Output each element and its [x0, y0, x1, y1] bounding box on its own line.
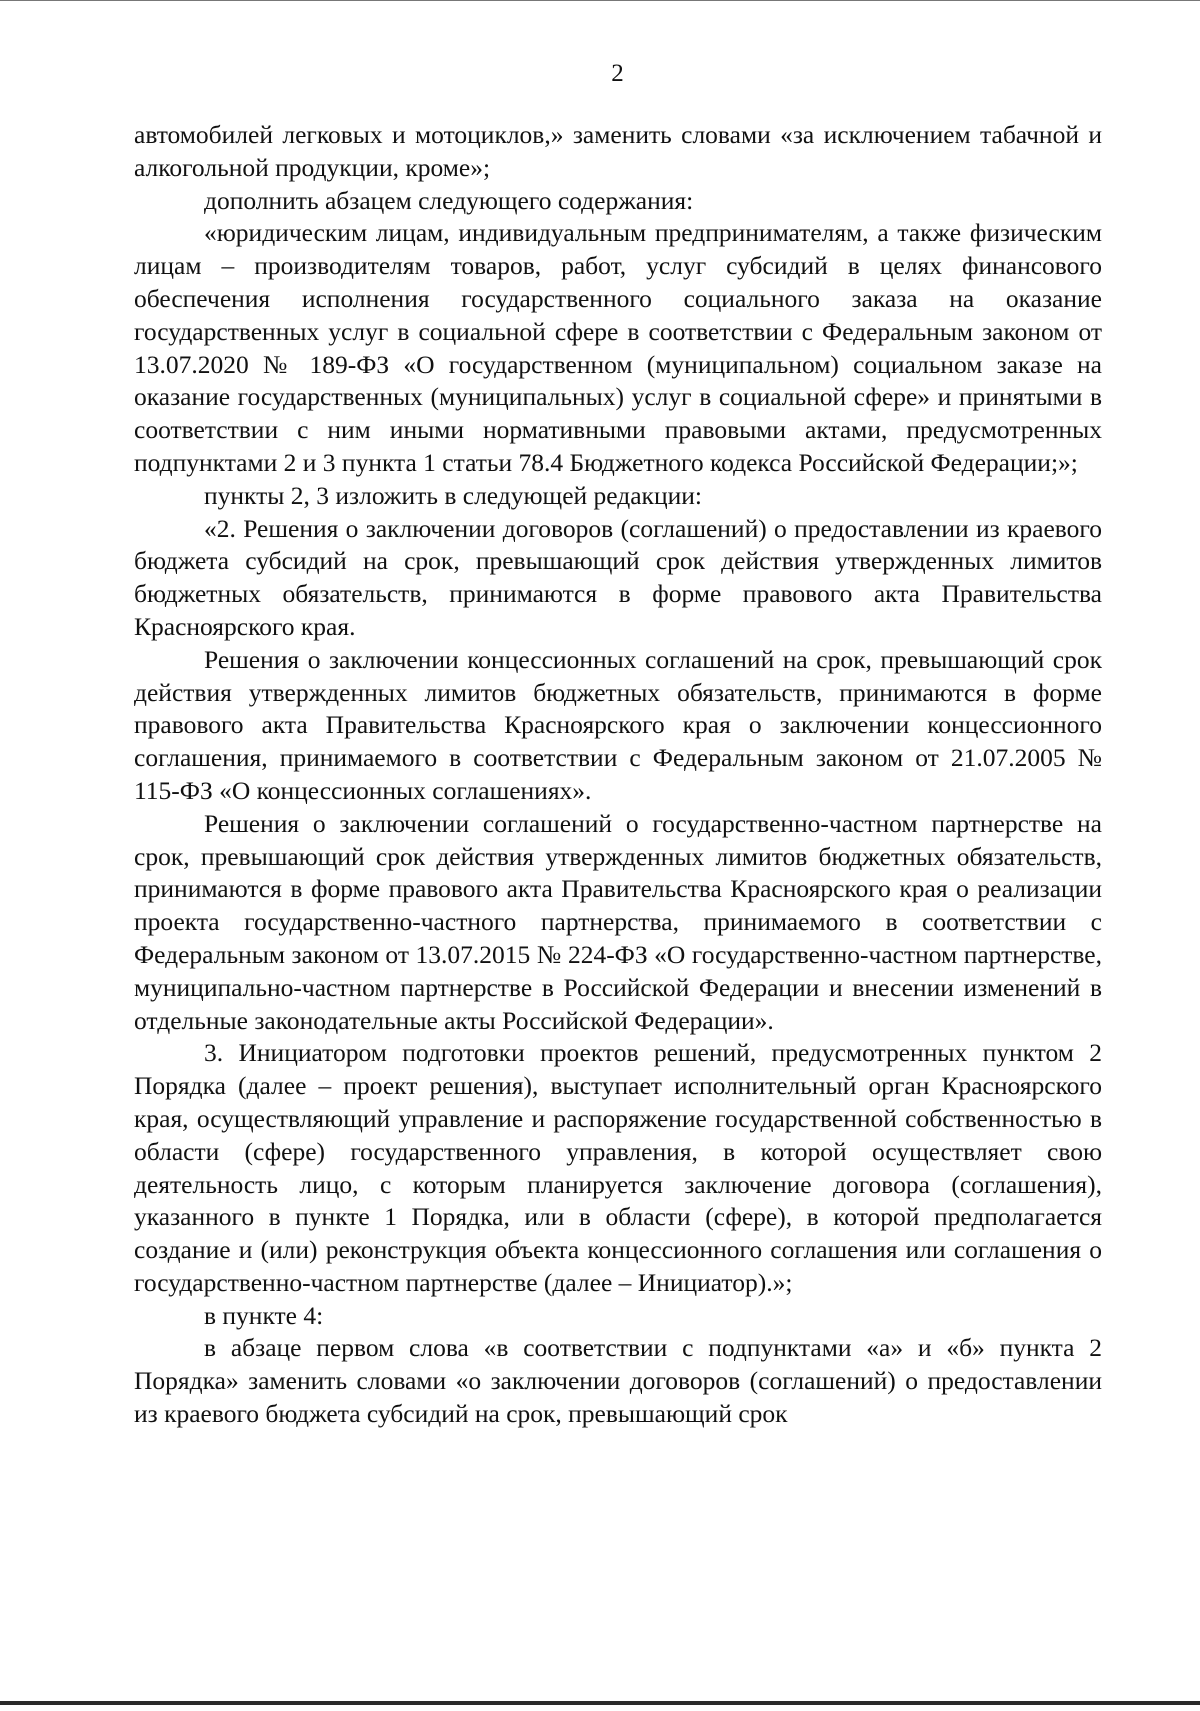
paragraph-1: автомобилей легковых и мотоциклов,» заменить словами «за исключением табачной и алкогольной продукции, кроме»; [134, 120, 1102, 182]
paragraph-4: пункты 2, 3 изложить в следующей редакции: [204, 480, 702, 510]
paragraph-6: Решения о заключении концессионных соглашений на срок, превышающий срок действия утвержденных лимитов бюджетных обязательств, принимаются в форме правового акта Правительства Красноярского края о заключении концессионного соглашения, принимаемого в соответствии с Федеральным законом от 21.07.2005 № 115-ФЗ «О концессионных соглашениях». [134, 644, 1102, 805]
scan-top-edge [0, 0, 1200, 1]
paragraph-5: «2. Решения о заключении договоров (соглашений) о предоставлении из краевого бюджета субсидий на срок, превышающий срок действия утвержденных лимитов бюджетных обязательств, принимаются в форме правового акта Правительства Красноярского края. [134, 513, 1102, 641]
paragraph-8: 3. Инициатором подготовки проектов решений, предусмотренных пунктом 2 Порядка (далее – проект решения), выступает исполнительный орган Красноярского края, осуществляющий управление и распоряжение государственной собственностью в области (сфере) государственного управления, в которой осуществляет свою деятельность лицо, с которым планируется заключение договора (соглашения), указанного в пункте 1 Порядка, или в области (сфере), в которой предполагается создание и (или) реконструкция объекта концессионного соглашения или соглашения о государственно-частном партнерстве (далее – Инициатор).»; [134, 1038, 1102, 1297]
paragraph-3: «юридическим лицам, индивидуальным предпринимателям, а также физическим лицам – производителям товаров, работ, услуг субсидий в целях финансового обеспечения исполнения государственного социального заказа на оказание государственных услуг в социальной сфере в соответствии с Федеральным законом от 13.07.2020 № 189-ФЗ «О государственном (муниципальном) социальном заказе на оказание государственных (муниципальных) услуг в социальной сфере» и принятыми в соответствии с ним иными нормативными правовыми актами, предусмотренных подпунктами 2 и 3 пункта 1 статьи 78.4 Бюджетного кодекса Российской Федерации;»; [134, 218, 1102, 477]
paragraph-10: в абзаце первом слова «в соответствии с подпунктами «а» и «б» пункта 2 Порядка» заменить словами «о заключении договоров (соглашений) о предоставлении из краевого бюджета субсидий на срок, превышающий срок [134, 1333, 1102, 1429]
paragraph-9: в пункте 4: [204, 1300, 324, 1330]
document-body [134, 119, 1102, 1431]
paragraph-2: дополнить абзацем следующего содержания: [204, 185, 694, 215]
scan-bottom-edge [0, 1701, 1200, 1705]
page-number: 2 [611, 60, 624, 87]
paragraph-7: Решения о заключении соглашений о государственно-частном партнерстве на срок, превышающий срок действия утвержденных лимитов бюджетных обязательств, принимаются в форме правового акта Правительства Красноярского края о реализации проекта государственно-частного партнерства, принимаемого в соответствии с Федеральным законом от 13.07.2015 № 224-ФЗ «О государственно-частном партнерстве, муниципально-частном партнерстве в Российской Федерации и внесении изменений в отдельные законодательные акты Российской Федерации». [134, 808, 1102, 1035]
